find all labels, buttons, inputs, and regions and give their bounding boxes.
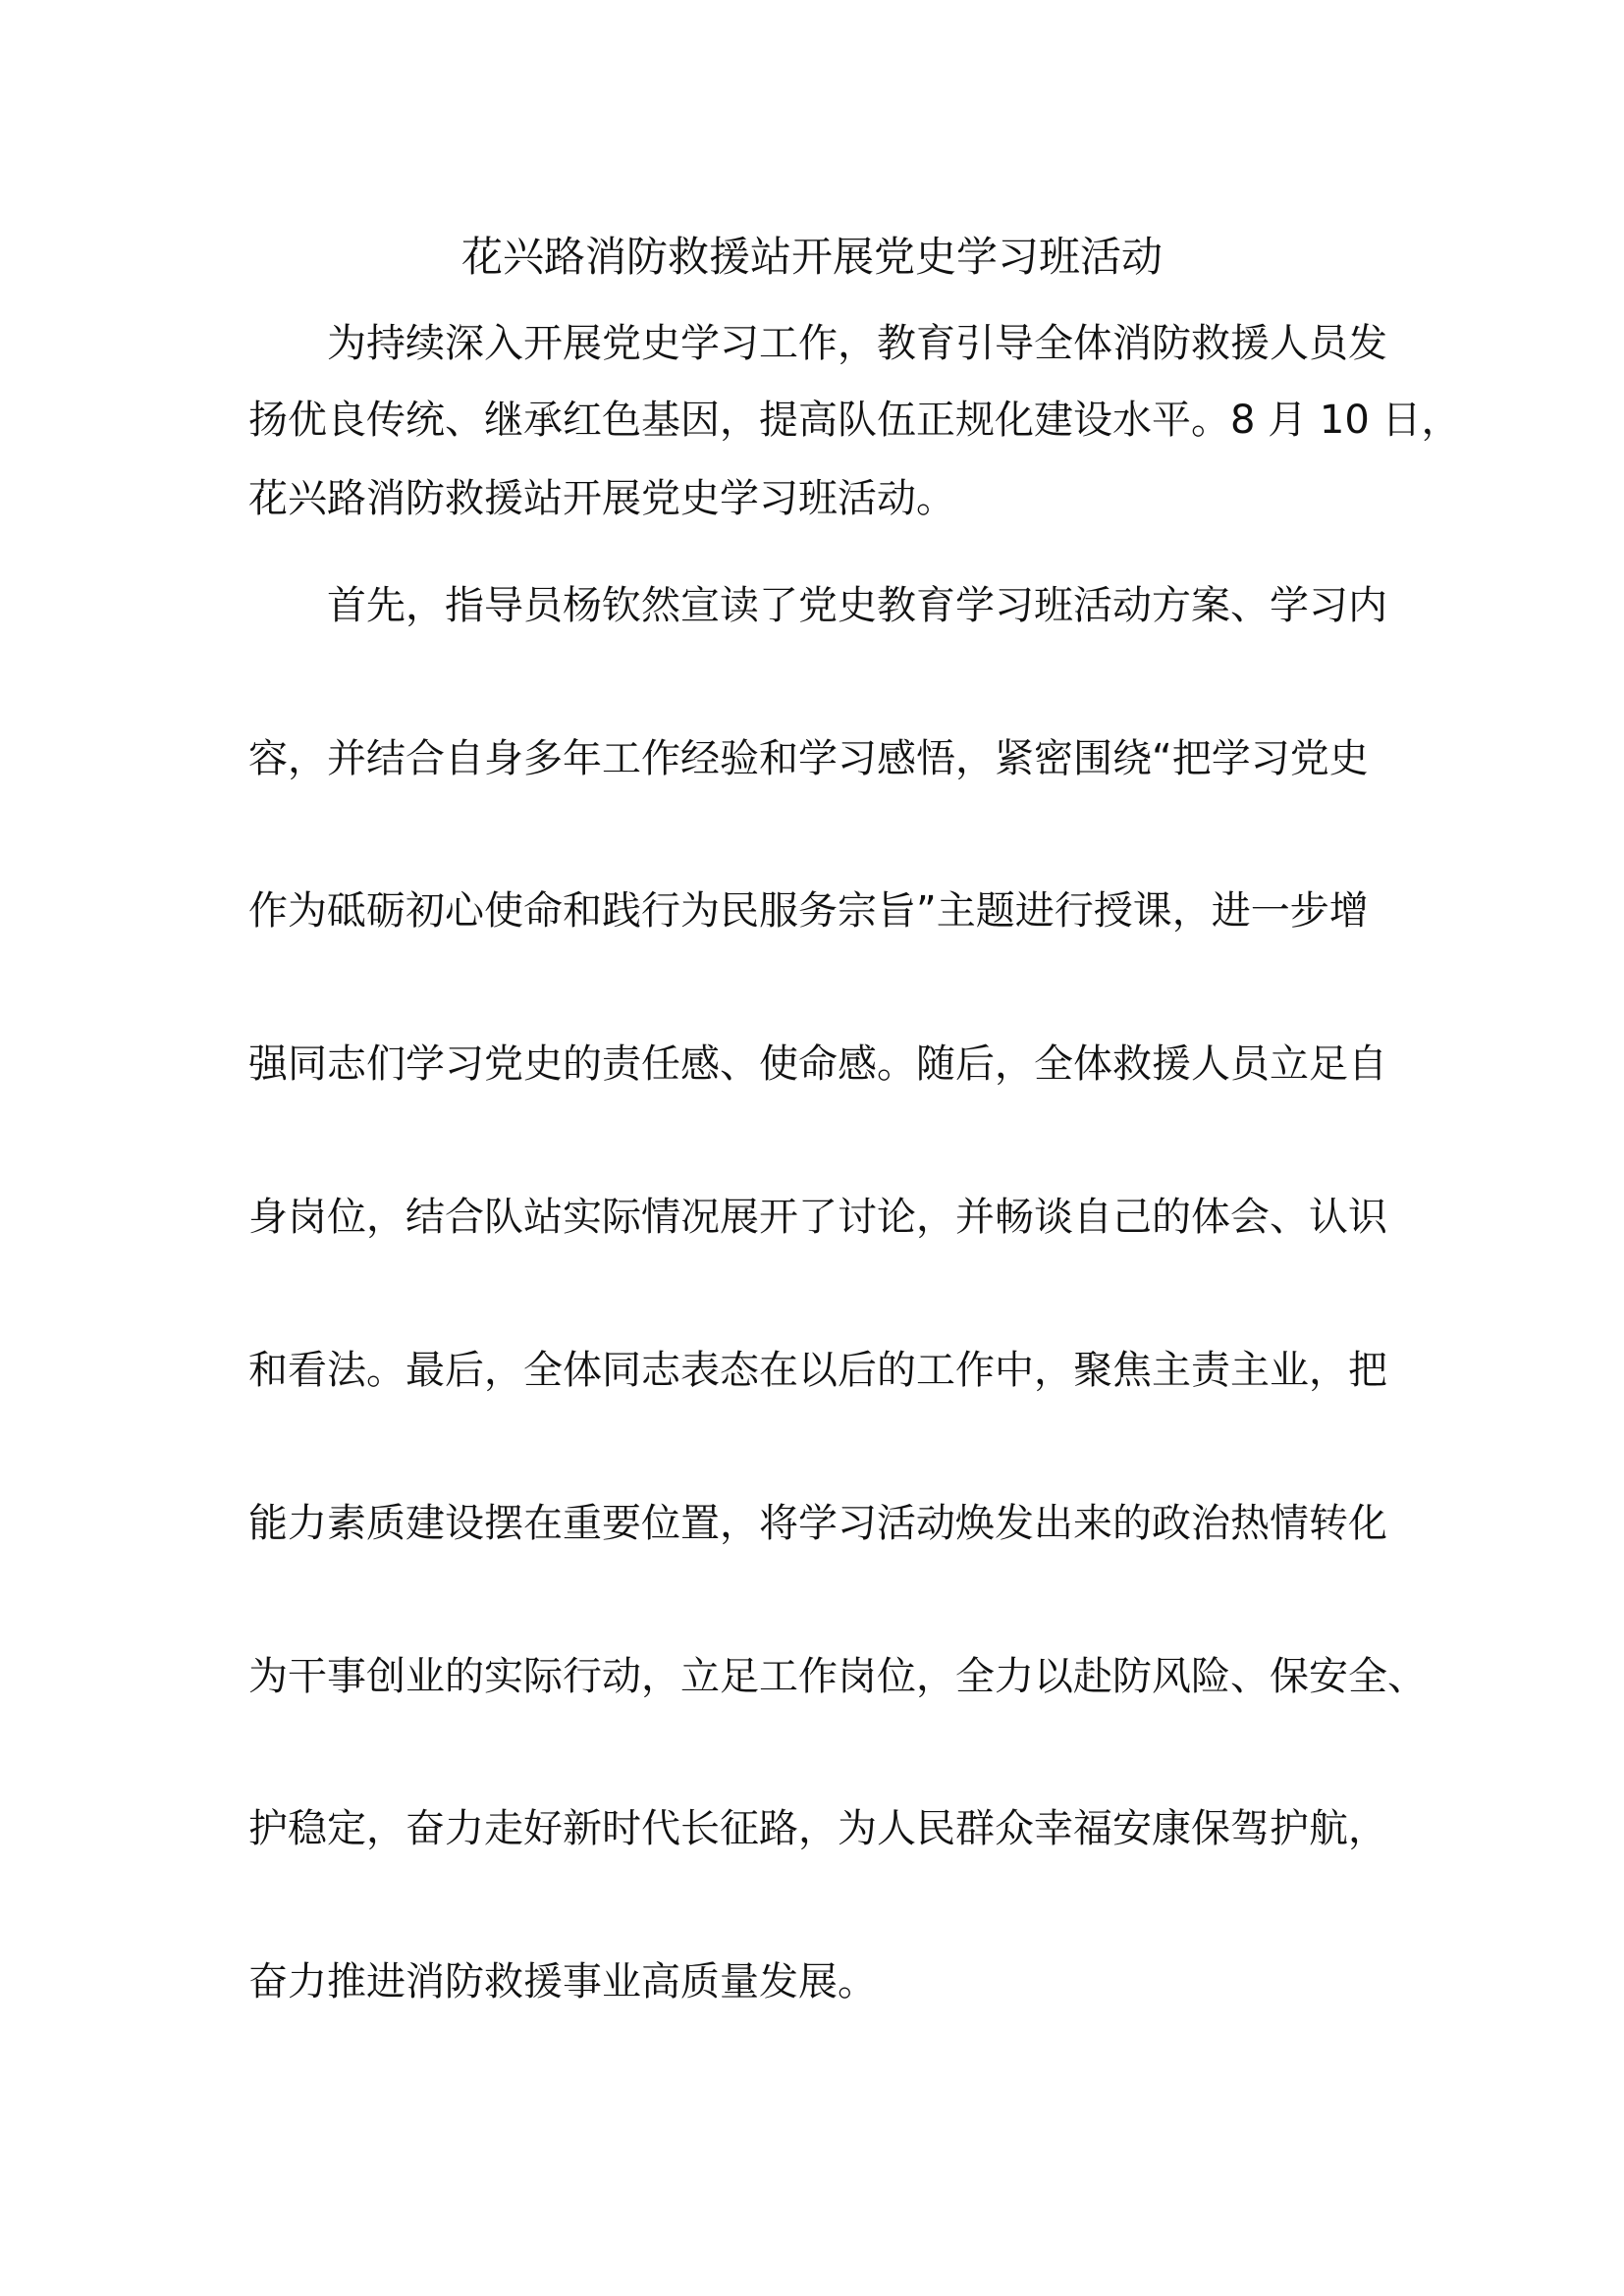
paragraph-line: 护稳定，奋力走好新时代长征路，为人民群众幸福安康保驾护航，	[248, 1806, 1387, 1851]
paragraph-line: 为干事创业的实际行动，立足工作岗位，全力以赴防风险、保安全、	[248, 1654, 1427, 1699]
paragraph-line: 作为砥砺初心使命和践行为民服务宗旨”主题进行授课，进一步增	[248, 888, 1369, 934]
paragraph-line: 容，并结合自身多年工作经验和学习感悟，紧密围绕“把学习党史	[248, 736, 1369, 781]
paragraph-line: 花兴路消防救援站开展党史学习班活动。	[248, 476, 955, 521]
paragraph-line: 强同志们学习党史的责任感、使命感。随后，全体救援人员立足自	[248, 1041, 1387, 1087]
paragraph-line: 和看法。最后，全体同志表态在以后的工作中，聚焦主责主业，把	[248, 1348, 1387, 1393]
document-title: 花兴路消防救援站开展党史学习班活动	[460, 233, 1163, 281]
paragraph-line: 奋力推进消防救援事业高质量发展。	[248, 1959, 877, 2004]
paragraph-line: 首先，指导员杨钦然宣读了党史教育学习班活动方案、学习内	[248, 583, 1387, 628]
paragraph-line: 为持续深入开展党史学习工作，教育引导全体消防救援人员发	[248, 321, 1387, 366]
paragraph-line: 扬优良传统、继承红色基因，提高队伍正规化建设水平。8 月 10 日，	[248, 398, 1461, 443]
paragraph-line: 身岗位，结合队站实际情况展开了讨论，并畅谈自己的体会、认识	[248, 1195, 1387, 1240]
paragraph-line: 能力素质建设摆在重要位置，将学习活动焕发出来的政治热情转化	[248, 1501, 1387, 1546]
